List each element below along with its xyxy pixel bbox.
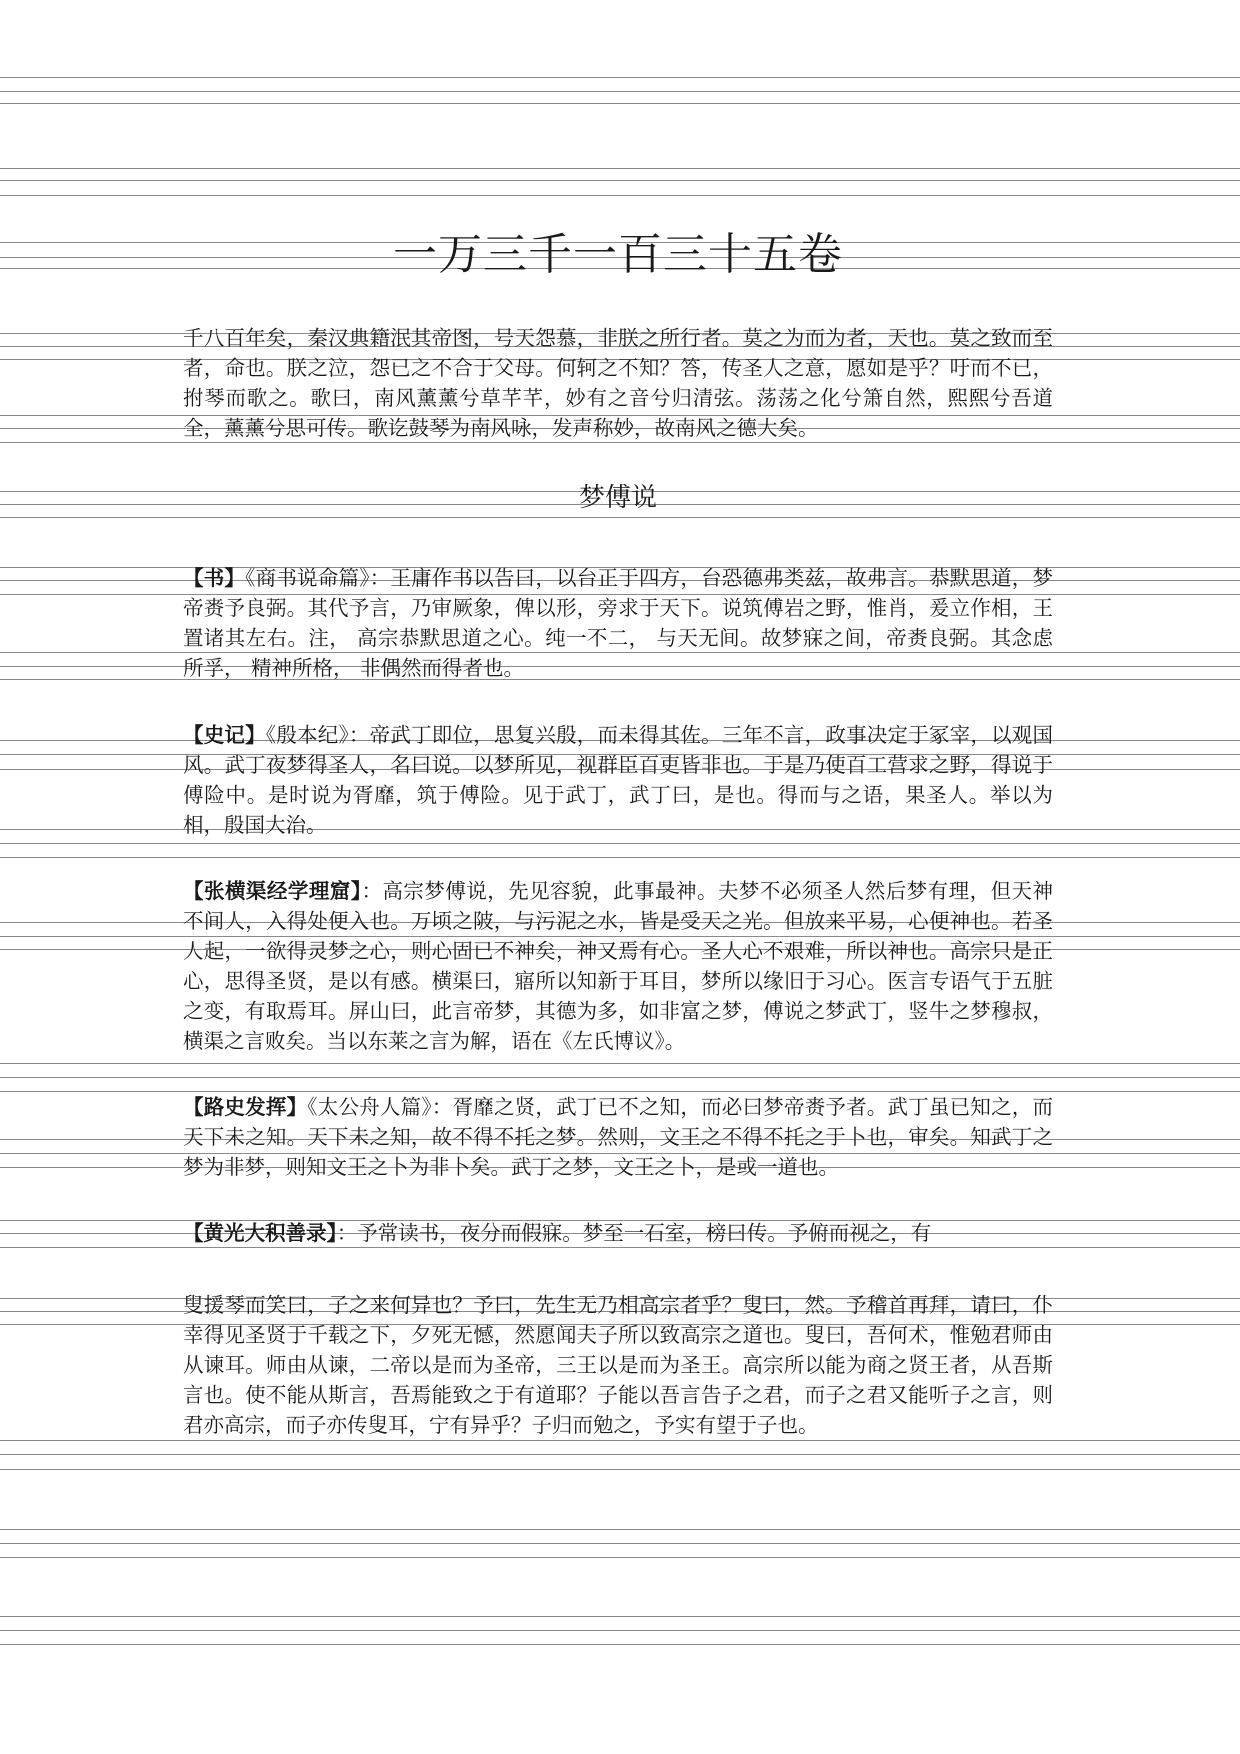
entry-shu	[183, 563, 1053, 683]
entry-text: ：高宗梦傅说，先见容貌，此事最神。夫梦不必须圣人然后梦有理，但天神不间人，入得处便入也。万顷之陂，与污泥之水，皆是受天之光。但放来平易，心便神也。若圣人起，一欲得灵梦之心，则心固已不神矣，神又焉有心。圣人心不艰难，所以神也。高宗只是正心，思得圣贤，是以有感。横渠曰，寤所以知新于耳目，梦所以缘旧于习心。医言专语气于五脏之变，有取焉耳。屏山曰，此言帝梦，其德为多，如非富之梦，傅说之梦武丁，竖牛之梦穆叔，横渠之言败矣。当以东莱之言为解，语在《左氏博议》。	[183, 879, 1054, 1053]
entry-shiji	[183, 720, 1053, 840]
entry-text: ：予常读书，夜分而假寐。梦至一石室，榜曰传。予俯而视之，有	[336, 1221, 932, 1245]
entry-huang-guangda	[183, 1218, 1053, 1248]
entry-source: 【黄光大积善录】	[183, 1221, 337, 1245]
entry-source: 【张横渠经学理窟】	[183, 879, 362, 903]
entry-text: 《殷本纪》：帝武丁即位，思复兴殷，而未得其佐。三年不言，政事决定于冢宰，以观国风。武丁夜梦得圣人，名曰说。以梦所见，视群臣百吏皆非也。于是乃使百工营求之野，得说于傅险中。是时说为胥靡，筑于傅险。见于武丁，武丁曰，是也。得而与之语，果圣人。举以为相，殷国大治。	[183, 723, 1053, 837]
document-title: 一万三千一百三十五卷	[393, 229, 843, 280]
entry-lushi	[183, 1092, 1053, 1182]
entry-zhang-hengqu	[183, 876, 1053, 1056]
entry-source: 【路史发挥】	[183, 1095, 308, 1119]
entry-text: 《太公舟人篇》：胥靡之贤，武丁已不之知，而必曰梦帝赉予者。武丁虽已知之，而天下未之知。天下未之知，故不得不托之梦。然则，文王之不得不托之于卜也，审矣。知武丁之梦为非梦，则知文王之卜为非卜矣。武丁之梦，文王之卜，是或一道也。	[183, 1095, 1054, 1179]
entry-source: 【史记】	[183, 723, 266, 747]
continuation-paragraph: 叟援琴而笑曰，子之来何异也？予曰，先生无乃相高宗者乎？叟曰，然。予稽首再拜，请曰，仆幸得见圣贤于千载之下，夕死无憾，然愿闻夫子所以致高宗之道也。叟曰，吾何术，惟勉君师由从谏耳。师由从谏，二帝以是而为圣帝，三王以是而为圣王。高宗所以能为商之贤王者，从吾斯言也。使不能从斯言，吾焉能致之于有道耶？子能以吾言告子之君，而子之君又能听子之言，则君亦高宗，而子亦传叟耳，宁有异乎？子归而勉之，予实有望于子也。	[183, 1293, 1053, 1437]
section-heading: 梦傅说	[578, 483, 657, 513]
intro-paragraph: 千八百年矣，秦汉典籍泯其帝图，号天怨慕，非朕之所行者。莫之为而为者，天也。莫之致而至者，命也。朕之泣，怨已之不合于父母。何轲之不知？答，传圣人之意，愿如是乎？吁而不已，拊琴而歌之。歌曰，南风薰薰兮草芊芊，妙有之音兮归清弦。荡荡之化兮箫自然，熙熙兮吾道全，薰薰兮思可传。歌讫鼓琴为南风咏，发声称妙，故南风之德大矣。	[183, 326, 1053, 440]
entry-source: 【书】	[183, 566, 246, 590]
entry-text: 《商书说命篇》：王庸作书以告曰，以台正于四方，台恐德弗类兹，故弗言。恭默思道，梦帝赉予良弼。其代予言，乃审厥象，俾以形，旁求于天下。说筑傅岩之野，惟肖，爰立作相，王置诸其左右。注， 高宗恭默思道之心。纯一不二， 与天无间。故梦寐之间，帝赉良弼。其念虑所孚， 精神所格， 非偶然而得者也。	[183, 566, 1054, 680]
